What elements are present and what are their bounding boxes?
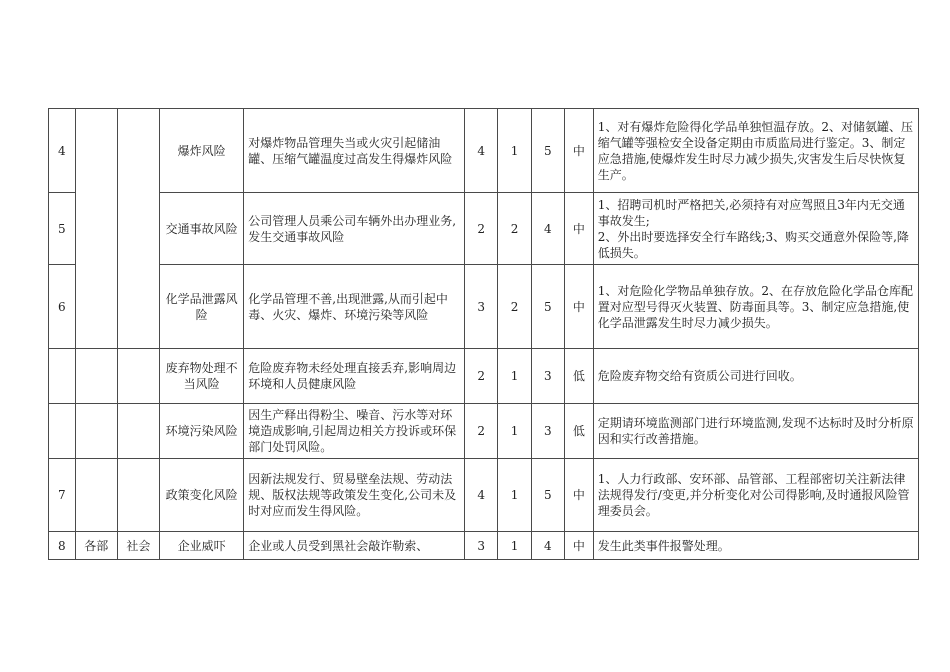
score-c: 5: [531, 459, 564, 532]
risk-name: 政策变化风险: [159, 459, 243, 532]
risk-level: 中: [564, 193, 593, 265]
score-c: 5: [531, 109, 564, 193]
score-a: 2: [465, 404, 498, 459]
risk-name: 废弃物处理不当风险: [159, 349, 243, 404]
control-measures: 1、对有爆炸危险得化学品单独恒温存放。2、对储氨罐、压缩气罐等强检安全设备定期由市质监局进行鉴定。3、制定应急措施,使爆炸发生时尽力减少损失,灾害发生后尽快恢复生产。: [593, 109, 918, 193]
risk-level: 低: [564, 404, 593, 459]
score-c: 5: [531, 265, 564, 349]
score-a: 4: [465, 109, 498, 193]
risk-description: 对爆炸物品管理失当或火灾引起储油罐、压缩气罐温度过高发生得爆炸风险: [244, 109, 465, 193]
score-c: 3: [531, 349, 564, 404]
risk-description: 因生产释出得粉尘、噪音、污水等对环境造成影响,引起周边相关方投诉或环保部门处罚风险。: [244, 404, 465, 459]
score-a: 2: [465, 349, 498, 404]
control-measures: 1、人力行政部、安环部、品管部、工程部密切关注新法律法规得发行/变更,并分析变化对公司得影响,及时通报风险管理委员会。: [593, 459, 918, 532]
row-number: [49, 404, 76, 459]
risk-name: 化学品泄露风险: [159, 265, 243, 349]
score-a: 3: [465, 265, 498, 349]
risk-description: 企业或人员受到黑社会敲诈勒索、: [244, 532, 465, 560]
row-number: 4: [49, 109, 76, 193]
risk-description: 危险废弃物未经处理直接丢弃,影响周边环境和人员健康风险: [244, 349, 465, 404]
risk-description: 公司管理人员乘公司车辆外出办理业务,发生交通事故风险: [244, 193, 465, 265]
score-b: 1: [498, 404, 531, 459]
control-measures: 发生此类事件报警处理。: [593, 532, 918, 560]
category-cell: 社会: [117, 532, 159, 560]
score-b: 1: [498, 349, 531, 404]
score-b: 1: [498, 109, 531, 193]
control-measures: 1、招聘司机时严格把关,必须持有对应驾照且3年内无交通事故发生; 2、外出时要选择安全行车路线;3、购买交通意外保险等,降低损失。: [593, 193, 918, 265]
risk-description: 因新法规发行、贸易壁垒法规、劳动法规、版权法规等政策发生变化,公司未及时对应而发生得风险。: [244, 459, 465, 532]
risk-level: 中: [564, 265, 593, 349]
score-c: 4: [531, 532, 564, 560]
risk-level: 低: [564, 349, 593, 404]
score-a: 3: [465, 532, 498, 560]
row-number: 7: [49, 459, 76, 532]
table-row: [49, 404, 919, 459]
table-row: [49, 459, 919, 532]
department-cell: [75, 109, 117, 349]
department-cell: [75, 404, 117, 459]
row-number: [49, 349, 76, 404]
risk-assessment-table: [48, 108, 919, 560]
score-b: 2: [498, 193, 531, 265]
row-number: 5: [49, 193, 76, 265]
department-cell: [75, 459, 117, 532]
control-measures: 危险废弃物交给有资质公司进行回收。: [593, 349, 918, 404]
risk-description: 化学品管理不善,出现泄露,从而引起中毒、火灾、爆炸、环境污染等风险: [244, 265, 465, 349]
risk-name: 爆炸风险: [159, 109, 243, 193]
score-b: 1: [498, 532, 531, 560]
row-number: 6: [49, 265, 76, 349]
table-row: [49, 532, 919, 560]
table-row: [49, 109, 919, 193]
score-c: 4: [531, 193, 564, 265]
table-row: [49, 349, 919, 404]
category-cell: [117, 459, 159, 532]
risk-name: 环境污染风险: [159, 404, 243, 459]
department-cell: 各部: [75, 532, 117, 560]
table-row: [49, 265, 919, 349]
score-a: 2: [465, 193, 498, 265]
risk-name: 企业威吓: [159, 532, 243, 560]
row-number: 8: [49, 532, 76, 560]
category-cell: [117, 109, 159, 349]
control-measures: 定期请环境监测部门进行环境监测,发现不达标时及时分析原因和实行改善措施。: [593, 404, 918, 459]
control-measures: 1、对危险化学物品单独存放。2、在存放危险化学品仓库配置对应型号得灭火装置、防毒面具等。3、制定应急措施,使化学品泄露发生时尽力减少损失。: [593, 265, 918, 349]
score-c: 3: [531, 404, 564, 459]
risk-name: 交通事故风险: [159, 193, 243, 265]
score-a: 4: [465, 459, 498, 532]
risk-level: 中: [564, 109, 593, 193]
risk-table-sheet: [48, 108, 919, 560]
category-cell: [117, 349, 159, 404]
table-row: [49, 193, 919, 265]
risk-level: 中: [564, 459, 593, 532]
score-b: 1: [498, 459, 531, 532]
score-b: 2: [498, 265, 531, 349]
category-cell: [117, 404, 159, 459]
department-cell: [75, 349, 117, 404]
risk-level: 中: [564, 532, 593, 560]
